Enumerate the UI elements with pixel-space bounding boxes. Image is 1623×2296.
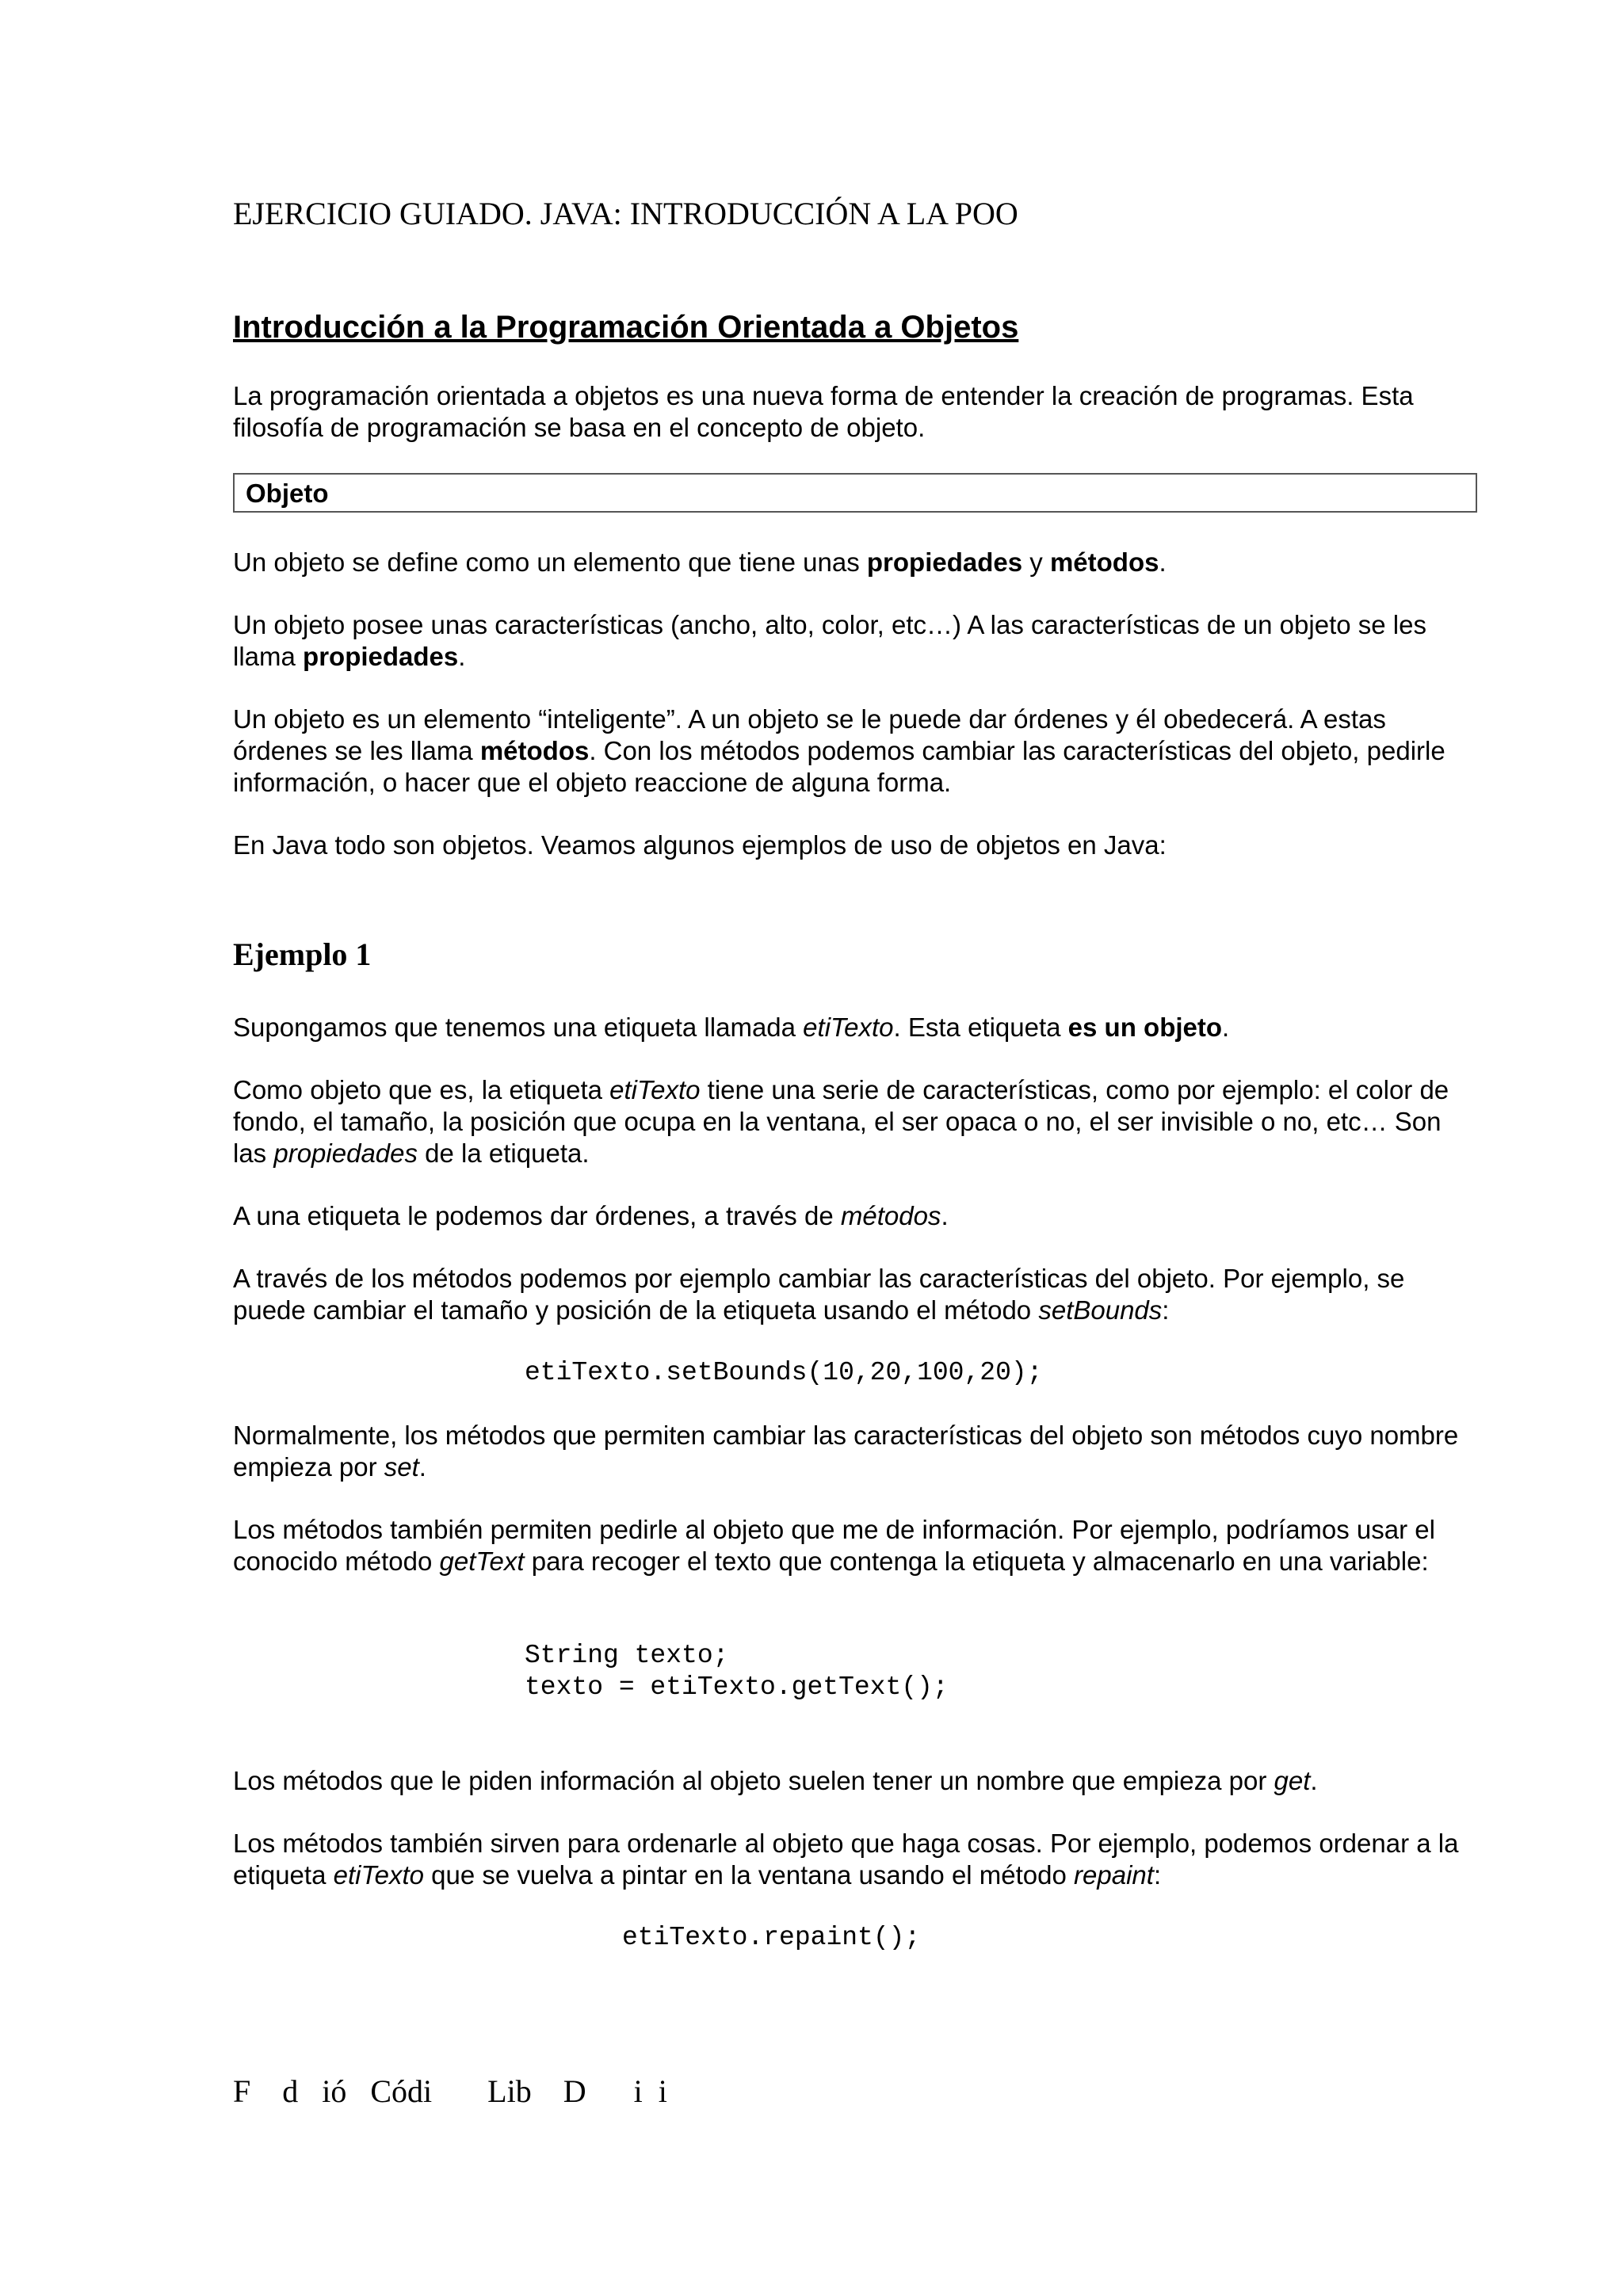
objeto-heading-box xyxy=(233,473,1477,513)
objeto-heading-label: Objeto xyxy=(246,479,329,508)
properties-paragraph: Un objeto posee unas características (ancho, alto, color, etc…) A las características de un objeto se les llama propiedades. xyxy=(233,610,1426,671)
example-paragraph-4: A través de los métodos podemos por ejemplo cambiar las características del objeto. Por ejemplo, se puede cambiar el tamaño y posición de la etiqueta usando el método setBounds: xyxy=(233,1264,1405,1325)
section-title: Introducción a la Programación Orientada a Objetos xyxy=(233,310,1019,345)
example-paragraph-5: Normalmente, los métodos que permiten cambiar las características del objeto son métodos cuyo nombre empieza por set. xyxy=(233,1421,1459,1482)
example-paragraph-1: Supongamos que tenemos una etiqueta llamada etiTexto. Esta etiqueta es un objeto. xyxy=(233,1013,1230,1042)
example-paragraph-8: Los métodos también sirven para ordenarle al objeto que haga cosas. Por ejemplo, podemos ordenar a la etiqueta etiTexto que se vuelva a pintar en la ventana usando el método repaint: xyxy=(233,1829,1459,1890)
example-paragraph-2: Como objeto que es, la etiqueta etiTexto tiene una serie de características, como por ejemplo: el color de fondo, el tamaño, la posición que ocupa en la ventana, el ser opaca o no, el ser invisible o no, etc… Son las propiedades de la etiqueta. xyxy=(233,1075,1449,1168)
code-snippet-setbounds: etiTexto.setBounds(10,20,100,20); xyxy=(525,1358,1043,1387)
intro-paragraph: La programación orientada a objetos es una nueva forma de entender la creación de programas. Esta filosofía de programación se basa en el concepto de objeto. xyxy=(233,381,1414,442)
methods-paragraph: Un objeto es un elemento “inteligente”. A un objeto se le puede dar órdenes y él obedecerá. A estas órdenes se les llama métodos. Con los métodos podemos cambiar las características del objeto, pedirle información, o hacer que el objeto reaccione de alguna forma. xyxy=(233,704,1445,797)
example-title: Ejemplo 1 xyxy=(233,936,372,972)
page-footer: F d ió Códi Lib D i i xyxy=(233,2073,667,2109)
code-snippet-repaint: etiTexto.repaint(); xyxy=(622,1923,921,1952)
example-paragraph-3: A una etiqueta le podemos dar órdenes, a través de métodos. xyxy=(233,1201,949,1230)
java-intro-paragraph: En Java todo son objetos. Veamos algunos ejemplos de uso de objetos en Java: xyxy=(233,830,1167,860)
document-header-title: EJERCICIO GUIADO. JAVA: INTRODUCCIÓN A LA POO xyxy=(233,196,1018,231)
code-snippet-gettext-line-1: String texto; xyxy=(525,1641,729,1670)
code-snippet-gettext-line-2: texto = etiTexto.getText(); xyxy=(525,1672,949,1702)
example-paragraph-7: Los métodos que le piden información al objeto suelen tener un nombre que empieza por get. xyxy=(233,1766,1318,1795)
definition-paragraph: Un objeto se define como un elemento que tiene unas propiedades y métodos. xyxy=(233,547,1167,577)
example-paragraph-6: Los métodos también permiten pedirle al objeto que me de información. Por ejemplo, podríamos usar el conocido método getText para recoger el texto que contenga la etiqueta y almacenarlo en una variable: xyxy=(233,1515,1435,1576)
